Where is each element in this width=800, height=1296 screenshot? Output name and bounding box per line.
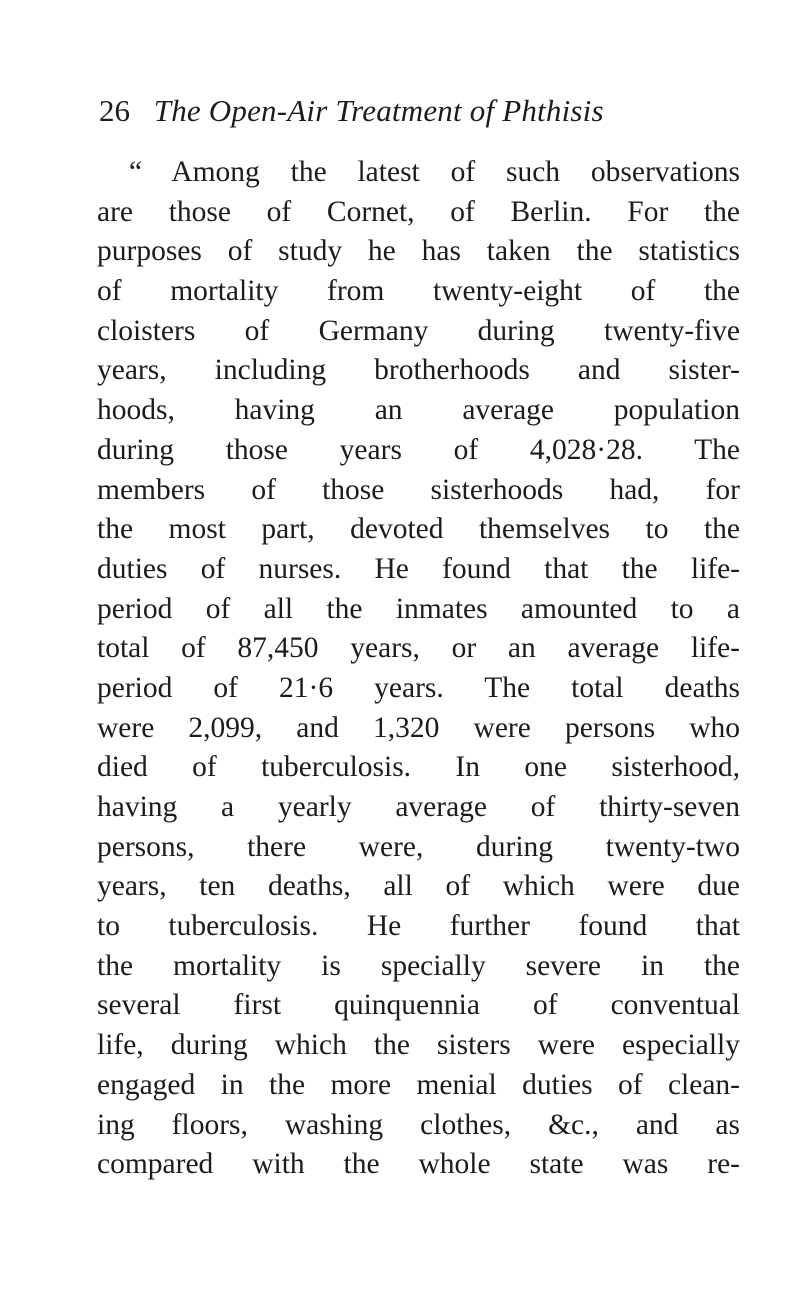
- text-line: to tuberculosis. He further found that: [97, 910, 740, 943]
- text-line: were 2,099, and 1,320 were persons who: [97, 711, 740, 744]
- text-line: period of 21·6 years. The total deaths: [97, 671, 740, 704]
- text-line: hoods, having an average population: [97, 394, 740, 427]
- running-head: [99, 86, 739, 136]
- text-line: the most part, devoted themselves to the: [97, 513, 740, 546]
- text-line: having a yearly average of thirty-seven: [97, 791, 740, 823]
- text-line: life, during which the sisters were especially: [97, 1029, 740, 1062]
- text-line: are those of Cornet, of Berlin. For the: [97, 195, 740, 228]
- text-line: period of all the inmates amounted to a: [97, 592, 740, 625]
- text-line: “ Among the latest of such observations: [129, 156, 740, 188]
- text-line: persons, there were, during twenty-two: [97, 830, 740, 863]
- text-line: ing floors, washing clothes, &c., and as: [97, 1108, 740, 1141]
- text-line: compared with the whole state was re-: [97, 1148, 740, 1181]
- body-paragraph: [97, 153, 740, 1185]
- text-line: members of those sisterhoods had, for: [97, 473, 740, 506]
- text-line: years, including brotherhoods and sister-: [97, 354, 740, 387]
- text-line: duties of nurses. He found that the life-: [97, 552, 740, 585]
- text-line: engaged in the more menial duties of clean-: [97, 1068, 740, 1101]
- text-line: several first quinquennia of conventual: [97, 989, 740, 1022]
- text-line: died of tuberculosis. In one sisterhood,: [97, 751, 740, 784]
- text-line: during those years of 4,028·28. The: [97, 433, 740, 466]
- page-number: 26: [99, 93, 130, 128]
- text-line: of mortality from twenty-eight of the: [97, 275, 740, 308]
- text-line: cloisters of Germany during twenty-five: [97, 314, 740, 347]
- running-title: The Open-Air Treatment of Phthisis: [153, 93, 604, 128]
- text-line: purposes of study he has taken the statistics: [97, 235, 740, 268]
- text-line: the mortality is specially severe in the: [97, 949, 740, 982]
- text-line: years, ten deaths, all of which were due: [97, 870, 740, 903]
- text-line: total of 87,450 years, or an average life-: [97, 632, 740, 665]
